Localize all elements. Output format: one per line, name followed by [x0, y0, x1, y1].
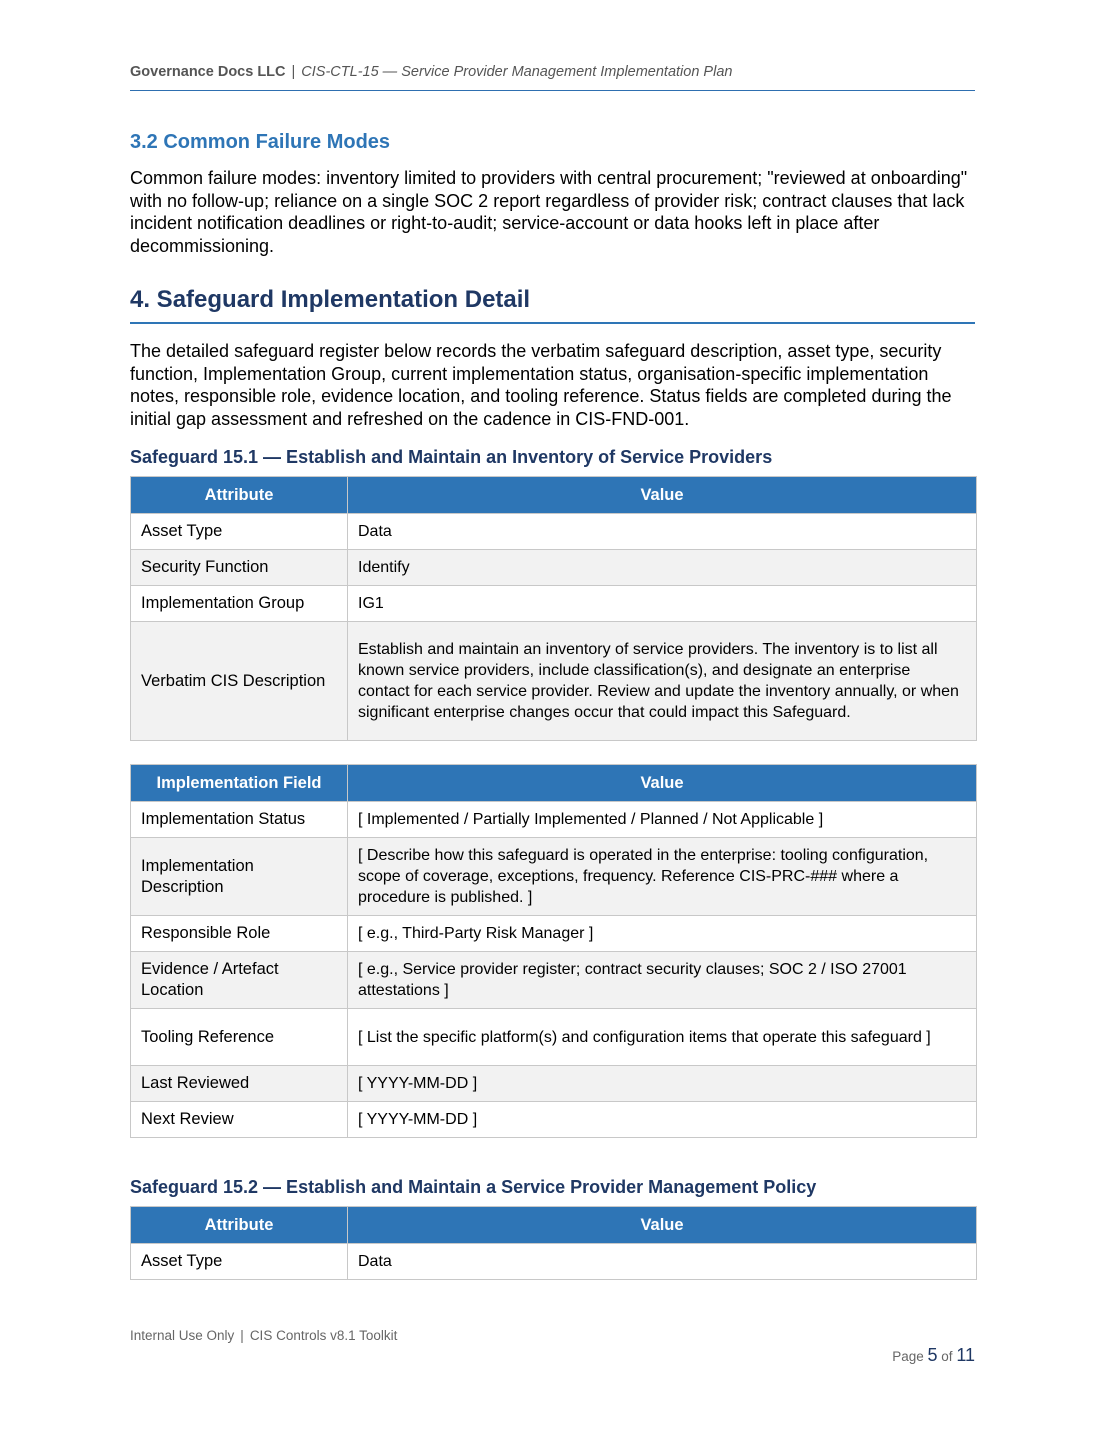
table-row: [131, 622, 977, 741]
page-total: 11: [956, 1345, 975, 1365]
safeguard-15-1-implementation-table: [130, 764, 977, 1138]
row-value: Establish and maintain an inventory of service providers. The inventory is to list all known service providers, include classification(s), and designate an enterprise contact for each service provider. Review and update the inventory annually, or when significant enterprise changes occur that could impact this Safeguard.: [348, 622, 977, 741]
header-rule: [130, 90, 975, 91]
row-value: IG1: [348, 586, 977, 622]
table-row: [131, 802, 977, 838]
safeguard-15-1-attribute-table: [130, 476, 977, 741]
column-header-value: Value: [348, 1207, 977, 1244]
section-3-2-body: Common failure modes: inventory limited to providers with central procurement; "reviewed at onboarding" with no follow-up; reliance on a single SOC 2 report regardless of provider risk; contract clauses that lack incident notification deadlines or right-to-audit; service-account or data hooks left in place after decommissioning.: [130, 168, 968, 257]
footer-classification: Internal Use Only: [130, 1328, 235, 1343]
row-label: Implementation Description: [131, 838, 348, 916]
safeguard-15-2-attribute-table: [130, 1206, 977, 1280]
table-row: [131, 514, 977, 550]
row-label: Responsible Role: [131, 916, 348, 952]
row-label: Implementation Group: [131, 586, 348, 622]
table-row: [131, 952, 977, 1009]
row-label: Verbatim CIS Description: [131, 622, 348, 741]
page-of-label: of: [941, 1349, 953, 1364]
section-4-heading: 4. Safeguard Implementation Detail: [130, 286, 531, 313]
row-label: Next Review: [131, 1102, 348, 1138]
page-footer: [130, 1328, 397, 1343]
page-header: [130, 64, 975, 80]
column-header-attribute: Attribute: [131, 477, 348, 514]
row-value: [ List the specific platform(s) and configuration items that operate this safeguard ]: [348, 1009, 977, 1066]
column-header-implementation-field: Implementation Field: [131, 765, 348, 802]
section-4-rule: [130, 322, 975, 324]
row-label: Evidence / Artefact Location: [131, 952, 348, 1009]
row-value: [ e.g., Service provider register; contract security clauses; SOC 2 / ISO 27001 attestations ]: [348, 952, 977, 1009]
table-row: [131, 1066, 977, 1102]
column-header-attribute: Attribute: [131, 1207, 348, 1244]
page-number: [892, 1345, 975, 1366]
page-current: 5: [927, 1345, 938, 1365]
column-header-value: Value: [348, 477, 977, 514]
header-company: Governance Docs LLC: [130, 64, 286, 80]
table-row: [131, 1244, 977, 1280]
row-label: Implementation Status: [131, 802, 348, 838]
row-value: [ Describe how this safeguard is operated in the enterprise: tooling configuration, scope of coverage, exceptions, frequency. Reference CIS-PRC-### where a procedure is published. ]: [348, 838, 977, 916]
row-value: Data: [348, 514, 977, 550]
row-label: Last Reviewed: [131, 1066, 348, 1102]
row-value: Data: [348, 1244, 977, 1280]
row-label: Asset Type: [131, 514, 348, 550]
table-row: [131, 1009, 977, 1066]
safeguard-15-2-caption: Safeguard 15.2 — Establish and Maintain a Service Provider Management Policy: [130, 1177, 817, 1197]
row-label: Asset Type: [131, 1244, 348, 1280]
table-row: [131, 550, 977, 586]
row-value: [ YYYY-MM-DD ]: [348, 1102, 977, 1138]
table-row: [131, 838, 977, 916]
footer-separator: |: [240, 1328, 244, 1343]
section-4-body: The detailed safeguard register below records the verbatim safeguard description, asset type, security function, Implementation Group, current implementation status, organisation-specific implementation notes, responsible role, evidence location, and tooling reference. Status fields are completed during the initial gap assessment and refreshed on the cadence in CIS-FND-001.: [130, 341, 952, 430]
section-3-2-heading: 3.2 Common Failure Modes: [130, 131, 391, 153]
row-value: [ e.g., Third-Party Risk Manager ]: [348, 916, 977, 952]
table-row: [131, 1102, 977, 1138]
header-separator: |: [291, 64, 296, 80]
row-value: [ YYYY-MM-DD ]: [348, 1066, 977, 1102]
row-label: Tooling Reference: [131, 1009, 348, 1066]
table-row: [131, 586, 977, 622]
page-label: Page: [892, 1349, 924, 1364]
row-value: [ Implemented / Partially Implemented / Planned / Not Applicable ]: [348, 802, 977, 838]
column-header-value: Value: [348, 765, 977, 802]
row-label: Security Function: [131, 550, 348, 586]
header-doc-title: CIS-CTL-15 — Service Provider Management Implementation Plan: [301, 64, 733, 80]
table-row: [131, 916, 977, 952]
safeguard-15-1-caption: Safeguard 15.1 — Establish and Maintain an Inventory of Service Providers: [130, 447, 773, 467]
row-value: Identify: [348, 550, 977, 586]
footer-toolkit: CIS Controls v8.1 Toolkit: [249, 1328, 398, 1343]
